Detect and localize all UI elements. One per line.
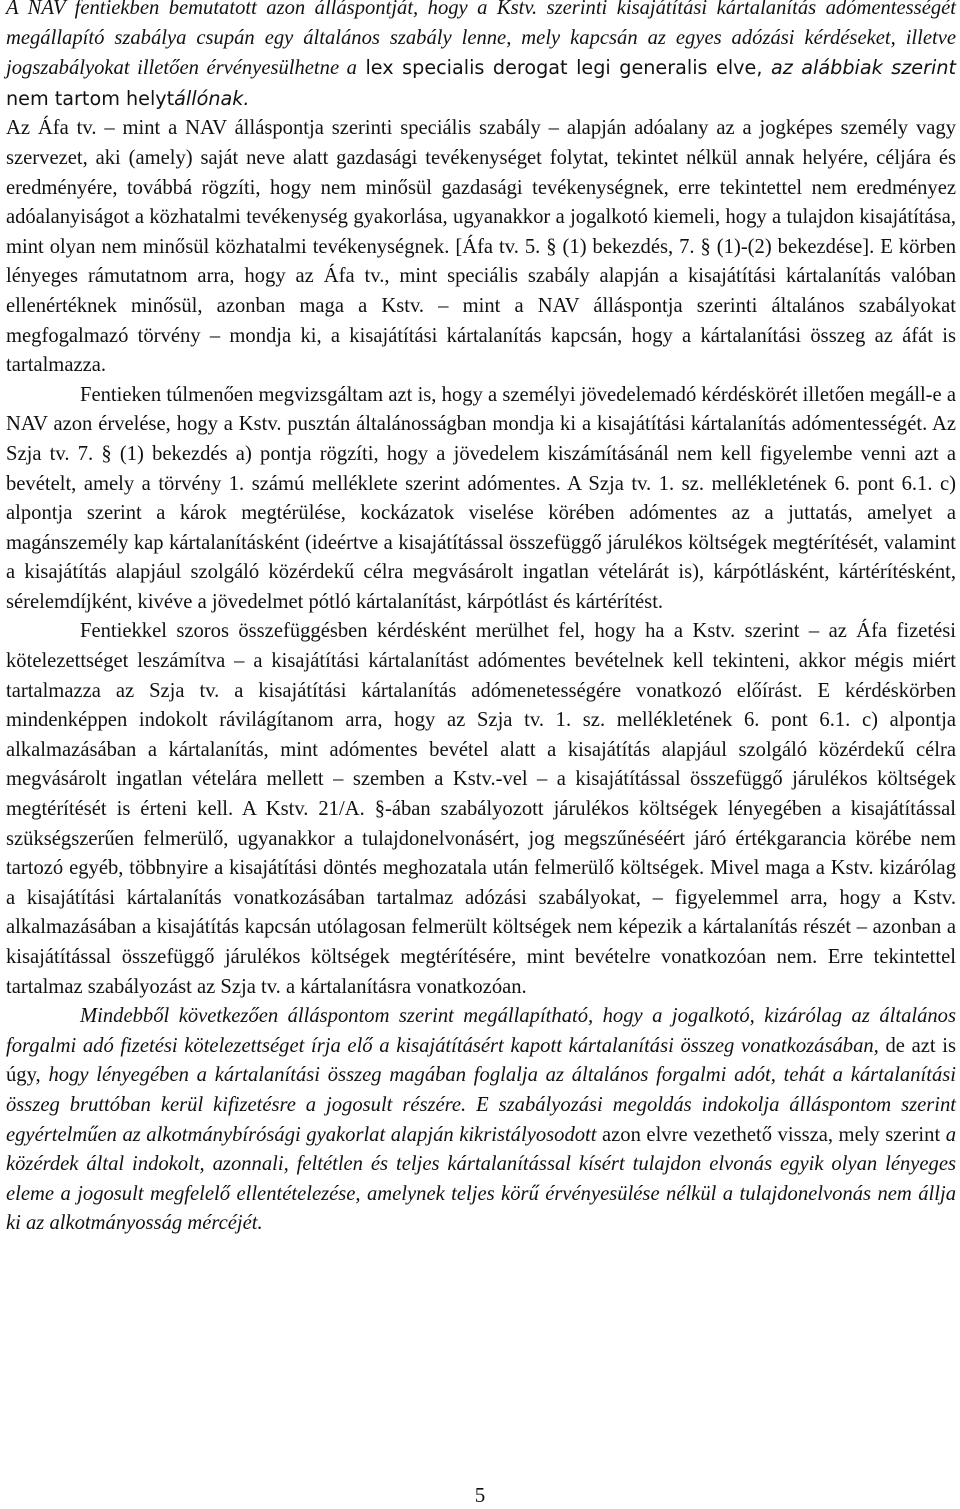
- paragraph-5-upright-2: azon elvre vezethető vissza, mely szerint: [602, 1123, 946, 1146]
- paragraph-1-text: A NAV fentiekben bemutatott azon álláspontját, hogy a Kstv. szerinti kisajátítási kártalanítás adómentességét megállapító szabálya csupán egy általános szabály lenne, mely kapcsán az egyes adózási kérdéseket, illetve jogszabályokat illetően érvényesülhetne a: [6, 0, 956, 80]
- paragraph-5-text: Mindebből következően álláspontom szerint megállapítható, hogy a jogalkotó, kizárólag az általános forgalmi adó fizetési kötelezettséget írja elő a kisajátításért kapott kártalanítási összeg vonatkozásában,: [6, 1005, 956, 1057]
- paragraph-4: [6, 617, 956, 1002]
- paragraph-5-italic-continued: hogy lényegében a kártalanítási összeg magában foglalja az általános forgalmi adót, tehát a kártalanítási összeg bruttóban kerül kifizetésre a jogosult részére. E szabályozási megoldás indokolja álláspontom szerint egyértelműen az alkotmánybírósági gyakorlat alapján kikristályosodott: [6, 1064, 956, 1146]
- paragraph-4-text: Fentiekkel szoros összefüggésben kérdésként merülhet fel, hogy ha a Kstv. szerint – az Áfa fizetési kötelezettséget leszámítva – a kisajátítási kártalanítást adómentes bevételnek kell tekinteni, akkor mégis miért tartalmazza az Szja tv. a kisajátítási kártalanítás adómenetességére vonatkozó előírást. E kérdéskörben mindenképpen indokolt rávilágítanom arra, hogy az Szja tv. 1. sz. mellékletének 6. pont 6.1. c) alpontja alkalmazásában a kártalanítás, mint adómentes bevétel alatt a kisajátítás alapjául szolgáló közérdekű célra megvásárolt ingatlan vételára mellett – szemben a Kstv.-vel – a kisajátítással összefüggő járulékos költségek megtérítését is érteni kell. A Kstv. 21/A. §-ában szabályozott járulékos költségek lényegében a kisajátítással szükségszerűen felmerülő, ugyanakkor a tulajdonelvonásért, jog megszűnéséért járó értékgarancia körébe nem tartozó egyéb, többnyire a kisajátítási döntés meghozatala után felmerülő költségek. Mivel maga a Kstv. kizárólag a kisajátítási kártalanítás vonatkozásában tartalmaz adózási szabályokat, – figyelemmel arra, hogy a Kstv. alkalmazásában a kisajátítás kapcsán utólagosan felmerült költségek nem képezik a kártalanítás részét – azonban a kisajátítással összefüggő járulékos költségek megtérítésére, mint bevételre vonatkozóan nem. Erre tekintettel tartalmaz szabályozást az Szja tv. a kártalanításra vonatkozóan.: [6, 620, 956, 998]
- paragraph-1-conclusion-end: állónak.: [174, 86, 250, 110]
- paragraph-1-latin-phrase: lex specialis derogat legi generalis elve,: [356, 56, 771, 80]
- paragraph-3: [6, 381, 956, 618]
- paragraph-1-conclusion: nem tartom helyt: [6, 86, 175, 110]
- paragraph-3-text: Fentieken túlmenően megvizsgáltam azt is, hogy a személyi jövedelemadó kérdéskörét illetően megáll-e a NAV azon érvelése, hogy a Kstv. pusztán általánosságban mondja ki a kisajátítási kártalanítás adómentességét. Az Szja tv. 7. § (1) bekezdés a) pontja rögzíti, hogy a jövedelem kiszámításánál nem kell figyelembe venni azt a bevételt, amely a törvény 1. számú melléklete szerint adómentes. A Szja tv. 1. sz. mellékletének 6. pont 6.1. c) alpontja szerint a károk megtérülése, kockázatok viselése körében adómentes az a juttatás, amelyet a magánszemély kap kártalanításként (ideértve a kisajátítással összefüggő járulékos költségek megtérítését, valamint a kisajátítás alapjául szolgáló közérdekű célra megvásárolt ingatlan vételárát is), kárpótlásként, kártérítésként, sérelemdíjként, kivéve a jövedelmet pótló kártalanítást, kárpótlást és kártérítést.: [6, 383, 956, 613]
- paragraph-5-italic-end: a közérdek által indokolt, azonnali, feltétlen és teljes kártalanítással kísért tulajdon elvonás egyik olyan lényeges eleme a jogosult megfelelő ellentételezése, amelynek teljes körű érvényesülése nélkül a tulajdonelvonás nem állja ki az alkotmányosság mércéjét.: [6, 1123, 956, 1235]
- paragraph-1-emphasis: az alábbiak szerint: [770, 56, 956, 80]
- page-number: 5: [474, 1483, 486, 1507]
- paragraph-5: [6, 1002, 956, 1239]
- paragraph-5-upright: de azt is úgy,: [6, 1034, 956, 1087]
- paragraph-2: [6, 114, 956, 380]
- document-page: [6, 0, 956, 1239]
- paragraph-2-text: Az Áfa tv. – mint a NAV álláspontja szerinti speciális szabály – alapján adóalany az a jogképes személy vagy szervezet, aki (amely) saját neve alatt gazdasági tevékenységet folytat, tekintet nélkül annak helyére, céljára és eredményére, továbbá rögzíti, hogy nem minősül gazdasági tevékenységnek, erre tekintettel nem eredményez adóalanyiságot a közhatalmi tevékenység gyakorlása, ugyanakkor a jogalkotó kiemeli, hogy a tulajdon kisajátítása, mint olyan nem minősül közhatalmi tevékenységnek. [Áfa tv. 5. § (1) bekezdés, 7. § (1)-(2) bekezdése]. E körben lényeges rámutatnom arra, hogy az Áfa tv., mint speciális szabály alapján a kisajátítási kártalanítás valóban ellenértéknek minősül, azonban maga a Kstv. – mint a NAV álláspontja szerinti általános szabályokat megfogalmazó törvény – mondja ki, a kisajátítási kártalanítás kapcsán, hogy a kártalanítási összeg az áfát is tartalmazza.: [6, 117, 956, 377]
- paragraph-1: [6, 0, 956, 114]
